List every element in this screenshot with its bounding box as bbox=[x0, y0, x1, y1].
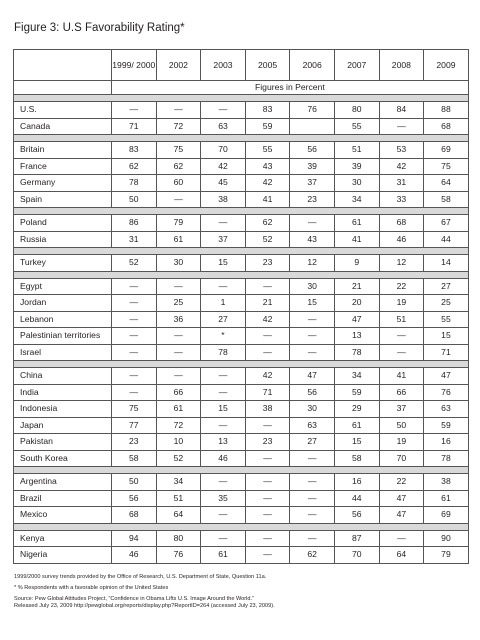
value-cell: 9 bbox=[334, 255, 379, 272]
value-cell: 51 bbox=[379, 311, 424, 328]
subheader-blank bbox=[14, 81, 112, 95]
country-cell: Jordan bbox=[14, 295, 112, 312]
value-cell: 51 bbox=[334, 142, 379, 159]
value-cell: 87 bbox=[334, 530, 379, 547]
value-cell: 75 bbox=[112, 401, 157, 418]
source-note bbox=[14, 596, 466, 610]
value-cell: 23 bbox=[245, 255, 290, 272]
value-cell: — bbox=[156, 191, 201, 208]
value-cell: 1 bbox=[201, 295, 246, 312]
table-row bbox=[14, 311, 469, 328]
value-cell: 70 bbox=[379, 450, 424, 467]
value-cell: 47 bbox=[424, 368, 469, 385]
value-cell: 21 bbox=[334, 278, 379, 295]
country-cell: Argentina bbox=[14, 474, 112, 491]
value-cell: 58 bbox=[424, 191, 469, 208]
value-cell: 34 bbox=[156, 474, 201, 491]
table-row bbox=[14, 255, 469, 272]
separator-cell bbox=[14, 271, 469, 278]
value-cell: 63 bbox=[201, 118, 246, 135]
country-cell: Canada bbox=[14, 118, 112, 135]
value-cell: 16 bbox=[424, 434, 469, 451]
value-cell: 42 bbox=[201, 158, 246, 175]
table-row bbox=[14, 384, 469, 401]
value-cell: 50 bbox=[379, 417, 424, 434]
header-year: 2006 bbox=[290, 50, 335, 81]
value-cell: — bbox=[112, 295, 157, 312]
country-cell: U.S. bbox=[14, 102, 112, 119]
table-row bbox=[14, 368, 469, 385]
value-cell: 36 bbox=[156, 311, 201, 328]
value-cell: 30 bbox=[156, 255, 201, 272]
value-cell: 79 bbox=[424, 547, 469, 564]
value-cell: 70 bbox=[334, 547, 379, 564]
value-cell: 62 bbox=[245, 215, 290, 232]
value-cell: 84 bbox=[379, 102, 424, 119]
value-cell: 70 bbox=[201, 142, 246, 159]
value-cell: 59 bbox=[245, 118, 290, 135]
country-cell: Palestinian territories bbox=[14, 328, 112, 345]
value-cell: 23 bbox=[112, 434, 157, 451]
value-cell: — bbox=[112, 368, 157, 385]
value-cell: 80 bbox=[334, 102, 379, 119]
value-cell: 15 bbox=[334, 434, 379, 451]
value-cell: 47 bbox=[379, 490, 424, 507]
value-cell: 88 bbox=[424, 102, 469, 119]
country-cell: Nigeria bbox=[14, 547, 112, 564]
value-cell: 12 bbox=[379, 255, 424, 272]
value-cell: 61 bbox=[201, 547, 246, 564]
country-cell: Britain bbox=[14, 142, 112, 159]
separator-cell bbox=[14, 248, 469, 255]
value-cell: 34 bbox=[334, 191, 379, 208]
value-cell: 22 bbox=[379, 278, 424, 295]
value-cell: 79 bbox=[156, 215, 201, 232]
value-cell: — bbox=[156, 328, 201, 345]
value-cell: — bbox=[245, 344, 290, 361]
value-cell: 78 bbox=[112, 175, 157, 192]
value-cell: 42 bbox=[245, 175, 290, 192]
value-cell: 78 bbox=[424, 450, 469, 467]
value-cell: 56 bbox=[290, 384, 335, 401]
table-row bbox=[14, 328, 469, 345]
value-cell: — bbox=[379, 118, 424, 135]
value-cell: 90 bbox=[424, 530, 469, 547]
value-cell: — bbox=[290, 450, 335, 467]
value-cell: 23 bbox=[245, 434, 290, 451]
value-cell: 78 bbox=[201, 344, 246, 361]
value-cell: 39 bbox=[290, 158, 335, 175]
value-cell: 33 bbox=[379, 191, 424, 208]
value-cell: 31 bbox=[112, 231, 157, 248]
table-row bbox=[14, 547, 469, 564]
table-row bbox=[14, 417, 469, 434]
value-cell: 71 bbox=[112, 118, 157, 135]
value-cell: 46 bbox=[112, 547, 157, 564]
value-cell: — bbox=[112, 384, 157, 401]
value-cell: 72 bbox=[156, 417, 201, 434]
separator-cell bbox=[14, 523, 469, 530]
asterisk-note: * % Respondents with a favorable opinion of the United States bbox=[14, 585, 169, 591]
value-cell: — bbox=[201, 368, 246, 385]
table-row bbox=[14, 158, 469, 175]
value-cell: 61 bbox=[156, 401, 201, 418]
value-cell: 23 bbox=[290, 191, 335, 208]
trend-note: 1999/2000 survey trends provided by the Office of Research, U.S. Department of State, Question 11a. bbox=[14, 574, 267, 580]
value-cell: 41 bbox=[334, 231, 379, 248]
country-cell: South Korea bbox=[14, 450, 112, 467]
value-cell: 62 bbox=[156, 158, 201, 175]
value-cell: 37 bbox=[290, 175, 335, 192]
value-cell: 27 bbox=[290, 434, 335, 451]
value-cell: — bbox=[379, 328, 424, 345]
country-cell: Israel bbox=[14, 344, 112, 361]
value-cell: 30 bbox=[334, 175, 379, 192]
separator-cell bbox=[14, 135, 469, 142]
table-row bbox=[14, 344, 469, 361]
value-cell: 45 bbox=[201, 175, 246, 192]
table-row bbox=[14, 401, 469, 418]
value-cell: 46 bbox=[201, 450, 246, 467]
value-cell: 47 bbox=[379, 507, 424, 524]
source-line: Released July 23, 2009 http://pewglobal.org/reports/display.php?ReportID=264 (accessed July 23, 2009). bbox=[14, 603, 275, 609]
value-cell: 71 bbox=[424, 344, 469, 361]
group-separator bbox=[14, 467, 469, 474]
value-cell: 22 bbox=[379, 474, 424, 491]
table-row bbox=[14, 490, 469, 507]
value-cell: 68 bbox=[379, 215, 424, 232]
value-cell: 47 bbox=[290, 368, 335, 385]
value-cell: 38 bbox=[424, 474, 469, 491]
country-cell: India bbox=[14, 384, 112, 401]
value-cell: — bbox=[201, 474, 246, 491]
value-cell: — bbox=[290, 328, 335, 345]
value-cell: 27 bbox=[201, 311, 246, 328]
value-cell: — bbox=[245, 507, 290, 524]
value-cell: 44 bbox=[424, 231, 469, 248]
value-cell: 13 bbox=[201, 434, 246, 451]
value-cell: — bbox=[112, 311, 157, 328]
value-cell: 64 bbox=[424, 175, 469, 192]
value-cell: 47 bbox=[334, 311, 379, 328]
value-cell: 31 bbox=[379, 175, 424, 192]
table-row bbox=[14, 474, 469, 491]
value-cell: — bbox=[290, 344, 335, 361]
value-cell: 34 bbox=[334, 368, 379, 385]
value-cell: 59 bbox=[424, 417, 469, 434]
table-row bbox=[14, 507, 469, 524]
country-cell: Egypt bbox=[14, 278, 112, 295]
country-cell: Mexico bbox=[14, 507, 112, 524]
header-year: 2005 bbox=[245, 50, 290, 81]
value-cell: — bbox=[290, 215, 335, 232]
value-cell: 25 bbox=[156, 295, 201, 312]
value-cell: — bbox=[290, 474, 335, 491]
value-cell: — bbox=[201, 278, 246, 295]
value-cell: — bbox=[245, 547, 290, 564]
value-cell: — bbox=[112, 344, 157, 361]
country-cell: Spain bbox=[14, 191, 112, 208]
value-cell: — bbox=[156, 102, 201, 119]
header-year: 2002 bbox=[156, 50, 201, 81]
value-cell: 43 bbox=[245, 158, 290, 175]
value-cell: 62 bbox=[290, 547, 335, 564]
value-cell: 56 bbox=[290, 142, 335, 159]
value-cell: 78 bbox=[334, 344, 379, 361]
value-cell: 27 bbox=[424, 278, 469, 295]
country-cell: France bbox=[14, 158, 112, 175]
country-cell: Germany bbox=[14, 175, 112, 192]
header-year: 2009 bbox=[424, 50, 469, 81]
favorability-table bbox=[13, 49, 469, 564]
value-cell: 53 bbox=[379, 142, 424, 159]
value-cell: 52 bbox=[112, 255, 157, 272]
value-cell: 80 bbox=[156, 530, 201, 547]
value-cell: 25 bbox=[424, 295, 469, 312]
value-cell: — bbox=[245, 450, 290, 467]
value-cell: 42 bbox=[245, 311, 290, 328]
value-cell: 51 bbox=[156, 490, 201, 507]
value-cell: 61 bbox=[156, 231, 201, 248]
value-cell: 35 bbox=[201, 490, 246, 507]
value-cell: 44 bbox=[334, 490, 379, 507]
value-cell: — bbox=[379, 530, 424, 547]
value-cell: 15 bbox=[201, 255, 246, 272]
table-row bbox=[14, 231, 469, 248]
header-blank bbox=[14, 50, 112, 81]
country-cell: Brazil bbox=[14, 490, 112, 507]
value-cell: 58 bbox=[334, 450, 379, 467]
value-cell: — bbox=[156, 368, 201, 385]
value-cell: — bbox=[201, 417, 246, 434]
value-cell: 19 bbox=[379, 434, 424, 451]
table-row bbox=[14, 434, 469, 451]
value-cell: — bbox=[201, 384, 246, 401]
value-cell: 43 bbox=[290, 231, 335, 248]
source-line: Source: Pew Global Attitudes Project, “Confidence in Obama Lifts U.S. Image Around the World.” bbox=[14, 596, 254, 602]
value-cell: 37 bbox=[379, 401, 424, 418]
group-separator bbox=[14, 248, 469, 255]
table-row bbox=[14, 142, 469, 159]
value-cell: — bbox=[379, 344, 424, 361]
value-cell: 39 bbox=[334, 158, 379, 175]
header-year: 1999/ 2000 bbox=[112, 50, 157, 81]
value-cell: 59 bbox=[334, 384, 379, 401]
table-row bbox=[14, 295, 469, 312]
value-cell: — bbox=[245, 328, 290, 345]
country-cell: Poland bbox=[14, 215, 112, 232]
country-cell: Kenya bbox=[14, 530, 112, 547]
header-year: 2007 bbox=[334, 50, 379, 81]
value-cell: 75 bbox=[424, 158, 469, 175]
value-cell: 76 bbox=[290, 102, 335, 119]
value-cell: — bbox=[112, 328, 157, 345]
value-cell: 16 bbox=[334, 474, 379, 491]
separator-cell bbox=[14, 95, 469, 102]
value-cell: 50 bbox=[112, 191, 157, 208]
value-cell: 15 bbox=[424, 328, 469, 345]
value-cell: 61 bbox=[334, 215, 379, 232]
value-cell: 68 bbox=[112, 507, 157, 524]
country-cell: Indonesia bbox=[14, 401, 112, 418]
value-cell: 62 bbox=[112, 158, 157, 175]
group-separator bbox=[14, 271, 469, 278]
value-cell: — bbox=[290, 490, 335, 507]
value-cell: 19 bbox=[379, 295, 424, 312]
header-year: 2003 bbox=[201, 50, 246, 81]
value-cell: — bbox=[156, 344, 201, 361]
value-cell: 52 bbox=[156, 450, 201, 467]
value-cell: 66 bbox=[156, 384, 201, 401]
value-cell: 55 bbox=[424, 311, 469, 328]
value-cell: 83 bbox=[245, 102, 290, 119]
country-cell: Pakistan bbox=[14, 434, 112, 451]
country-cell: Japan bbox=[14, 417, 112, 434]
value-cell: 41 bbox=[379, 368, 424, 385]
value-cell: 55 bbox=[334, 118, 379, 135]
value-cell: — bbox=[245, 278, 290, 295]
table-body bbox=[14, 81, 469, 564]
table-row bbox=[14, 450, 469, 467]
group-separator bbox=[14, 523, 469, 530]
value-cell: 83 bbox=[112, 142, 157, 159]
value-cell bbox=[290, 118, 335, 135]
value-cell: — bbox=[290, 311, 335, 328]
value-cell: 15 bbox=[201, 401, 246, 418]
value-cell: 41 bbox=[245, 191, 290, 208]
value-cell: 72 bbox=[156, 118, 201, 135]
value-cell: 56 bbox=[334, 507, 379, 524]
value-cell: 69 bbox=[424, 142, 469, 159]
table-row bbox=[14, 102, 469, 119]
table-row bbox=[14, 215, 469, 232]
value-cell: 10 bbox=[156, 434, 201, 451]
value-cell: — bbox=[201, 530, 246, 547]
value-cell: 42 bbox=[379, 158, 424, 175]
value-cell: 63 bbox=[424, 401, 469, 418]
value-cell: 64 bbox=[379, 547, 424, 564]
value-cell: — bbox=[201, 215, 246, 232]
group-separator bbox=[14, 361, 469, 368]
value-cell: 69 bbox=[424, 507, 469, 524]
value-cell: 20 bbox=[334, 295, 379, 312]
group-separator bbox=[14, 208, 469, 215]
table-row bbox=[14, 278, 469, 295]
value-cell: — bbox=[156, 278, 201, 295]
value-cell: 38 bbox=[245, 401, 290, 418]
value-cell: 66 bbox=[379, 384, 424, 401]
table-row bbox=[14, 175, 469, 192]
header-year: 2008 bbox=[379, 50, 424, 81]
country-cell: Lebanon bbox=[14, 311, 112, 328]
value-cell: 46 bbox=[379, 231, 424, 248]
value-cell: 15 bbox=[290, 295, 335, 312]
value-cell: 50 bbox=[112, 474, 157, 491]
value-cell: — bbox=[245, 417, 290, 434]
value-cell: 63 bbox=[290, 417, 335, 434]
country-cell: Turkey bbox=[14, 255, 112, 272]
figure-title: Figure 3: U.S Favorability Rating* bbox=[14, 22, 185, 34]
table-row bbox=[14, 530, 469, 547]
value-cell: 76 bbox=[156, 547, 201, 564]
separator-cell bbox=[14, 467, 469, 474]
value-cell: 58 bbox=[112, 450, 157, 467]
value-cell: 77 bbox=[112, 417, 157, 434]
group-separator bbox=[14, 135, 469, 142]
value-cell: 38 bbox=[201, 191, 246, 208]
value-cell: 76 bbox=[424, 384, 469, 401]
table-row bbox=[14, 191, 469, 208]
value-cell: 37 bbox=[201, 231, 246, 248]
footnotes bbox=[14, 574, 466, 610]
value-cell: 67 bbox=[424, 215, 469, 232]
value-cell: 86 bbox=[112, 215, 157, 232]
value-cell: 68 bbox=[424, 118, 469, 135]
value-cell: — bbox=[245, 490, 290, 507]
value-cell: 75 bbox=[156, 142, 201, 159]
value-cell: — bbox=[201, 102, 246, 119]
value-cell: 60 bbox=[156, 175, 201, 192]
table-row bbox=[14, 118, 469, 135]
value-cell: 29 bbox=[334, 401, 379, 418]
value-cell: 94 bbox=[112, 530, 157, 547]
value-cell: 13 bbox=[334, 328, 379, 345]
value-cell: 30 bbox=[290, 278, 335, 295]
value-cell: 14 bbox=[424, 255, 469, 272]
value-cell: — bbox=[290, 530, 335, 547]
value-cell: 71 bbox=[245, 384, 290, 401]
group-separator bbox=[14, 95, 469, 102]
value-cell: 52 bbox=[245, 231, 290, 248]
value-cell: — bbox=[245, 530, 290, 547]
value-cell: — bbox=[112, 102, 157, 119]
separator-cell bbox=[14, 361, 469, 368]
value-cell: 12 bbox=[290, 255, 335, 272]
country-cell: Russia bbox=[14, 231, 112, 248]
value-cell: 56 bbox=[112, 490, 157, 507]
value-cell: 30 bbox=[290, 401, 335, 418]
value-cell: — bbox=[245, 474, 290, 491]
value-cell: 64 bbox=[156, 507, 201, 524]
value-cell: * bbox=[201, 328, 246, 345]
subheader-label: Figures in Percent bbox=[112, 81, 469, 95]
value-cell: 61 bbox=[334, 417, 379, 434]
value-cell: — bbox=[290, 507, 335, 524]
header-row bbox=[14, 50, 469, 81]
value-cell: 42 bbox=[245, 368, 290, 385]
value-cell: 61 bbox=[424, 490, 469, 507]
separator-cell bbox=[14, 208, 469, 215]
value-cell: 55 bbox=[245, 142, 290, 159]
value-cell: — bbox=[201, 507, 246, 524]
subheader-row bbox=[14, 81, 469, 95]
value-cell: 21 bbox=[245, 295, 290, 312]
value-cell: — bbox=[112, 278, 157, 295]
country-cell: China bbox=[14, 368, 112, 385]
